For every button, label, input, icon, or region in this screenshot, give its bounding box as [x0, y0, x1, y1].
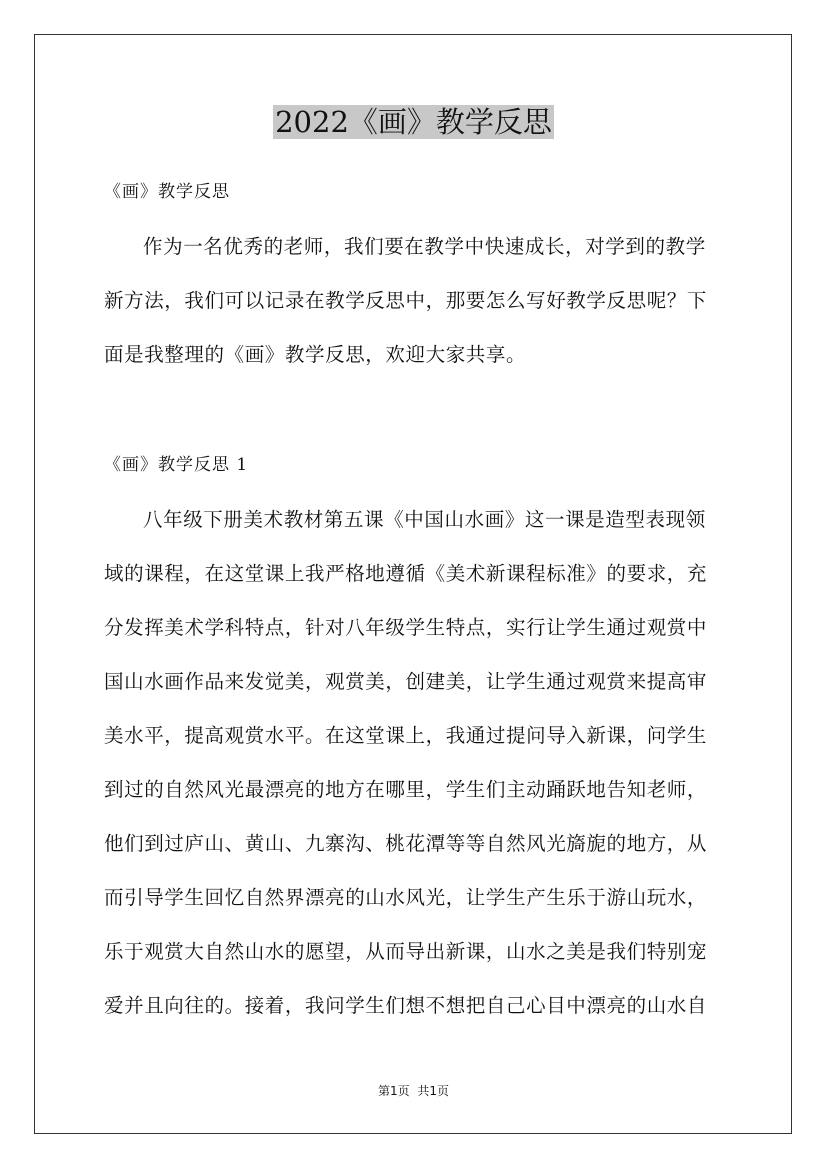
document-title: [0, 102, 827, 142]
paragraph-line: 面是我整理的《画》教学反思，欢迎大家共享。: [104, 343, 527, 366]
paragraph-line: 他们到过庐山、黄山、九寨沟、桃花潭等等自然风光旖旎的地方，从: [104, 832, 708, 855]
paragraph-line: 到过的自然风光最漂亮的地方在哪里，学生们主动踊跃地告知老师，: [104, 778, 708, 801]
paragraph-line: 而引导学生回忆自然界漂亮的山水风光，让学生产生乐于游山玩水，: [104, 886, 708, 909]
paragraph-line: 八年级下册美术教材第五课《中国山水画》这一课是造型表现领: [143, 508, 706, 531]
section-1-heading: 《画》教学反思 1: [104, 455, 249, 475]
paragraph-line: 新方法，我们可以记录在教学反思中，那要怎么写好教学反思呢？下: [104, 289, 708, 312]
intro-paragraph: [104, 220, 728, 382]
paragraph-line: 乐于观赏大自然山水的愿望，从而导出新课，山水之美是我们特别宠: [104, 940, 708, 963]
paragraph-line: 国山水画作品来发觉美，观赏美，创建美，让学生通过观赏来提高审: [104, 670, 708, 693]
intro-heading: 《画》教学反思: [104, 182, 230, 202]
document-title-text: 2022《画》教学反思: [275, 105, 552, 139]
paragraph-line: 美水平，提高观赏水平。在这堂课上，我通过提问导入新课，问学生: [104, 724, 708, 747]
page-footer: [0, 1082, 827, 1100]
paragraph-line: 爱并且向往的。接着，我问学生们想不想把自己心目中漂亮的山水自: [104, 994, 708, 1017]
page-number: 第1页 共1页: [377, 1084, 450, 1098]
paragraph-line: 作为一名优秀的老师，我们要在教学中快速成长，对学到的教学: [143, 235, 706, 258]
paragraph-line: 域的课程，在这堂课上我严格地遵循《美术新课程标准》的要求，充: [104, 562, 708, 585]
section-1-paragraph: [104, 493, 728, 1033]
paragraph-line: 分发挥美术学科特点，针对八年级学生特点，实行让学生通过观赏中: [104, 616, 708, 639]
